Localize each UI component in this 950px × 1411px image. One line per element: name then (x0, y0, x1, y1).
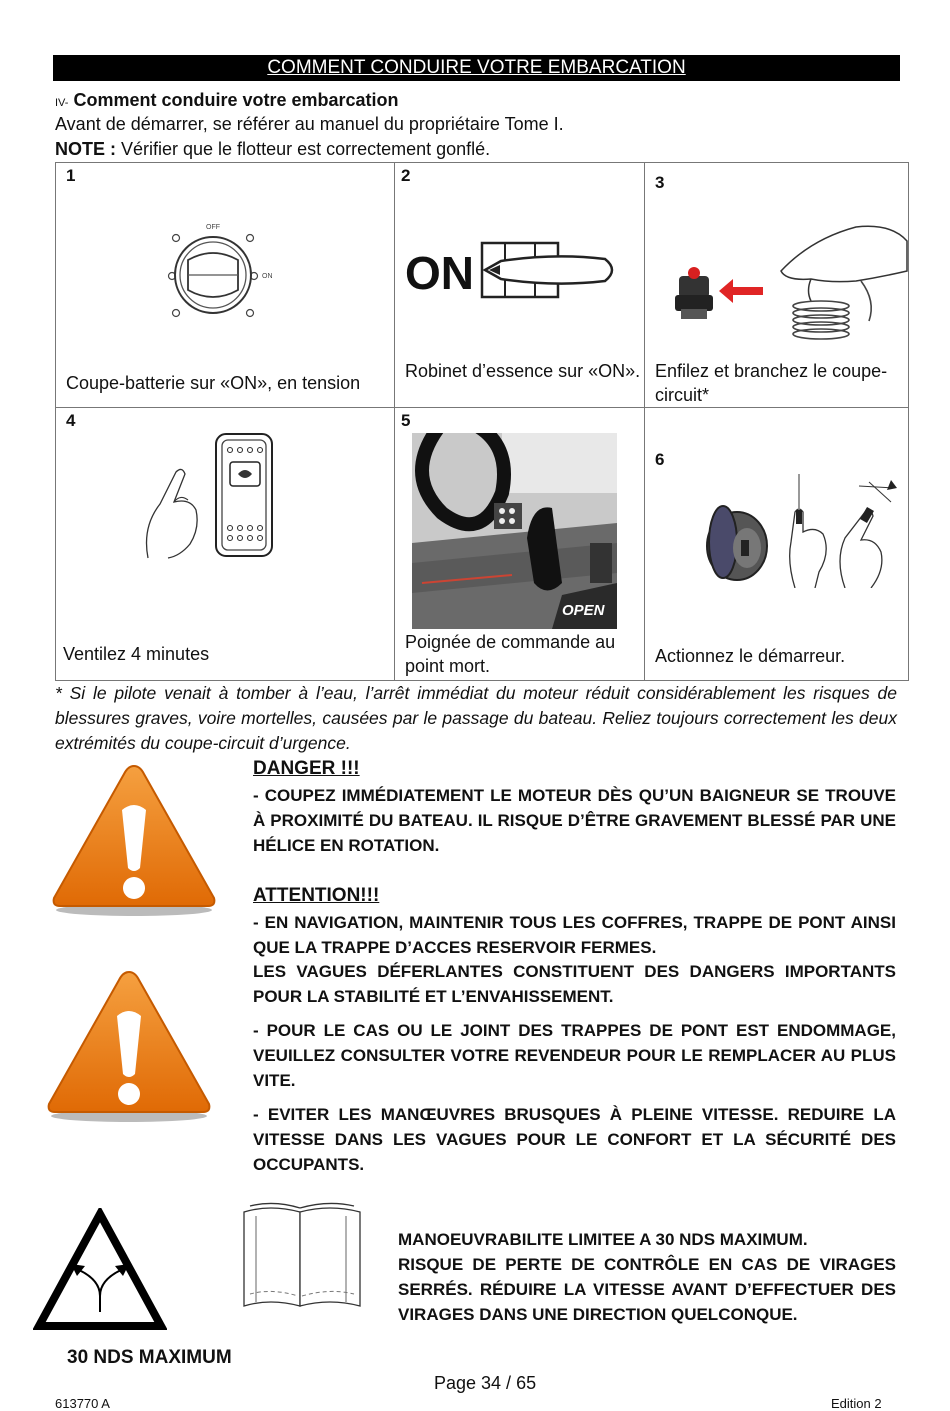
edition-label: Edition 2 (831, 1396, 882, 1411)
danger-title: DANGER !!! (253, 758, 360, 779)
battery-switch-icon (164, 218, 284, 323)
warning-triangle-icon (45, 968, 213, 1123)
svg-text:OFF: OFF (206, 224, 220, 231)
note-label: NOTE : (55, 139, 116, 159)
step-number: 5 (401, 411, 411, 430)
section-heading (55, 90, 399, 111)
attention-text-2: LES VAGUES DÉFERLANTES CONSTITUENT DES DANGERS IMPORTANTS POUR LA STABILITÉ ET L’ENVAHISSEMENT. (253, 962, 896, 1006)
maneuverability-triangle-icon (33, 1208, 167, 1332)
manual-book-icon (240, 1202, 365, 1314)
step-cell-6 (645, 408, 909, 681)
footnote: * Si le pilote venait à tomber à l’eau, l’arrêt immédiat du moteur réduit considérablement les risques de blessures graves, voire mortelles, causées par le passage du bateau. Reliez toujours correctement les deux extrémités du coupe-circuit d’urgence. (55, 683, 897, 753)
svg-text:ON: ON (405, 247, 474, 299)
section-number: IV- (55, 97, 69, 109)
step-number: 6 (655, 450, 665, 469)
page-title: COMMENT CONDUIRE VOTRE EMBARCATION (53, 55, 900, 81)
throttle-lever-icon (412, 433, 617, 629)
fuel-valve-icon (405, 235, 625, 305)
maneuver-text-2: RISQUE DE PERTE DE CONTRÔLE EN CAS DE VIRAGES SERRÉS. RÉDUIRE LA VITESSE AVANT D’EFFECTUER DES VIRAGES DANS UNE DIRECTION QUELCONQUE. (398, 1255, 896, 1324)
step-number: 3 (655, 173, 665, 192)
ignition-key-icon (695, 472, 903, 588)
step-cell-3 (645, 163, 909, 408)
svg-text:ON: ON (262, 273, 273, 280)
svg-text:OPEN: OPEN (562, 602, 605, 619)
attention-text-3: - POUR LE CAS OU LE JOINT DES TRAPPES DE PONT EST ENDOMMAGE, VEUILLEZ CONSULTER VOTRE REVENDEUR POUR LE REMPLACER AU PLUS VITE. (253, 1021, 896, 1090)
step-cell-5 (395, 408, 645, 681)
attention-text-1: - EN NAVIGATION, MAINTENIR TOUS LES COFFRES, TRAPPE DE PONT AINSI QUE LA TRAPPE D’ACCES RESERVOIR FERMES. (253, 913, 896, 957)
step-caption: Ventilez 4 minutes (63, 644, 210, 664)
step-caption: Poignée de commande au point mort. (405, 632, 616, 676)
step-caption: Actionnez le démarreur. (655, 646, 846, 666)
document-reference: 613770 A (55, 1396, 110, 1411)
maneuver-text-1: MANOEUVRABILITE LIMITEE A 30 NDS MAXIMUM. (398, 1230, 808, 1249)
speed-limit-label: 30 NDS MAXIMUM (67, 1347, 232, 1368)
steps-table (55, 162, 909, 681)
step-cell-2 (395, 163, 645, 408)
note-line (55, 139, 490, 160)
attention-title: ATTENTION!!! (253, 885, 380, 906)
step-cell-1 (56, 163, 395, 408)
step-number: 4 (66, 411, 76, 430)
step-number: 2 (401, 166, 411, 185)
warning-triangle-icon (50, 762, 218, 917)
step-caption: Enfilez et branchez le coupe-circuit* (655, 361, 888, 405)
blower-switch-icon (140, 432, 280, 560)
step-caption: Coupe-batterie sur «ON», en tension (66, 373, 361, 393)
step-cell-4 (56, 408, 395, 681)
intro-text: Avant de démarrer, se référer au manuel du propriétaire Tome I. (55, 114, 564, 134)
note-text: Vérifier que le flotteur est correctement gonflé. (116, 139, 491, 159)
kill-switch-icon (671, 221, 909, 351)
step-number: 1 (66, 166, 76, 185)
section-title: Comment conduire votre embarcation (73, 90, 399, 110)
step-caption: Robinet d’essence sur «ON». (405, 361, 641, 381)
attention-text-4: - EVITER LES MANŒUVRES BRUSQUES À PLEINE VITESSE. REDUIRE LA VITESSE DANS LES VAGUES POUR LE CONFORT ET LA SÉCURITÉ DES OCCUPANTS. (253, 1105, 896, 1174)
danger-text: - COUPEZ IMMÉDIATEMENT LE MOTEUR DÈS QU’UN BAIGNEUR SE TROUVE À PROXIMITÉ DU BATEAU. IL RISQUE D’ÊTRE GRAVEMENT BLESSÉ PAR UNE HÉLICE EN ROTATION. (253, 786, 896, 855)
page-number: Page 34 / 65 (434, 1373, 537, 1393)
